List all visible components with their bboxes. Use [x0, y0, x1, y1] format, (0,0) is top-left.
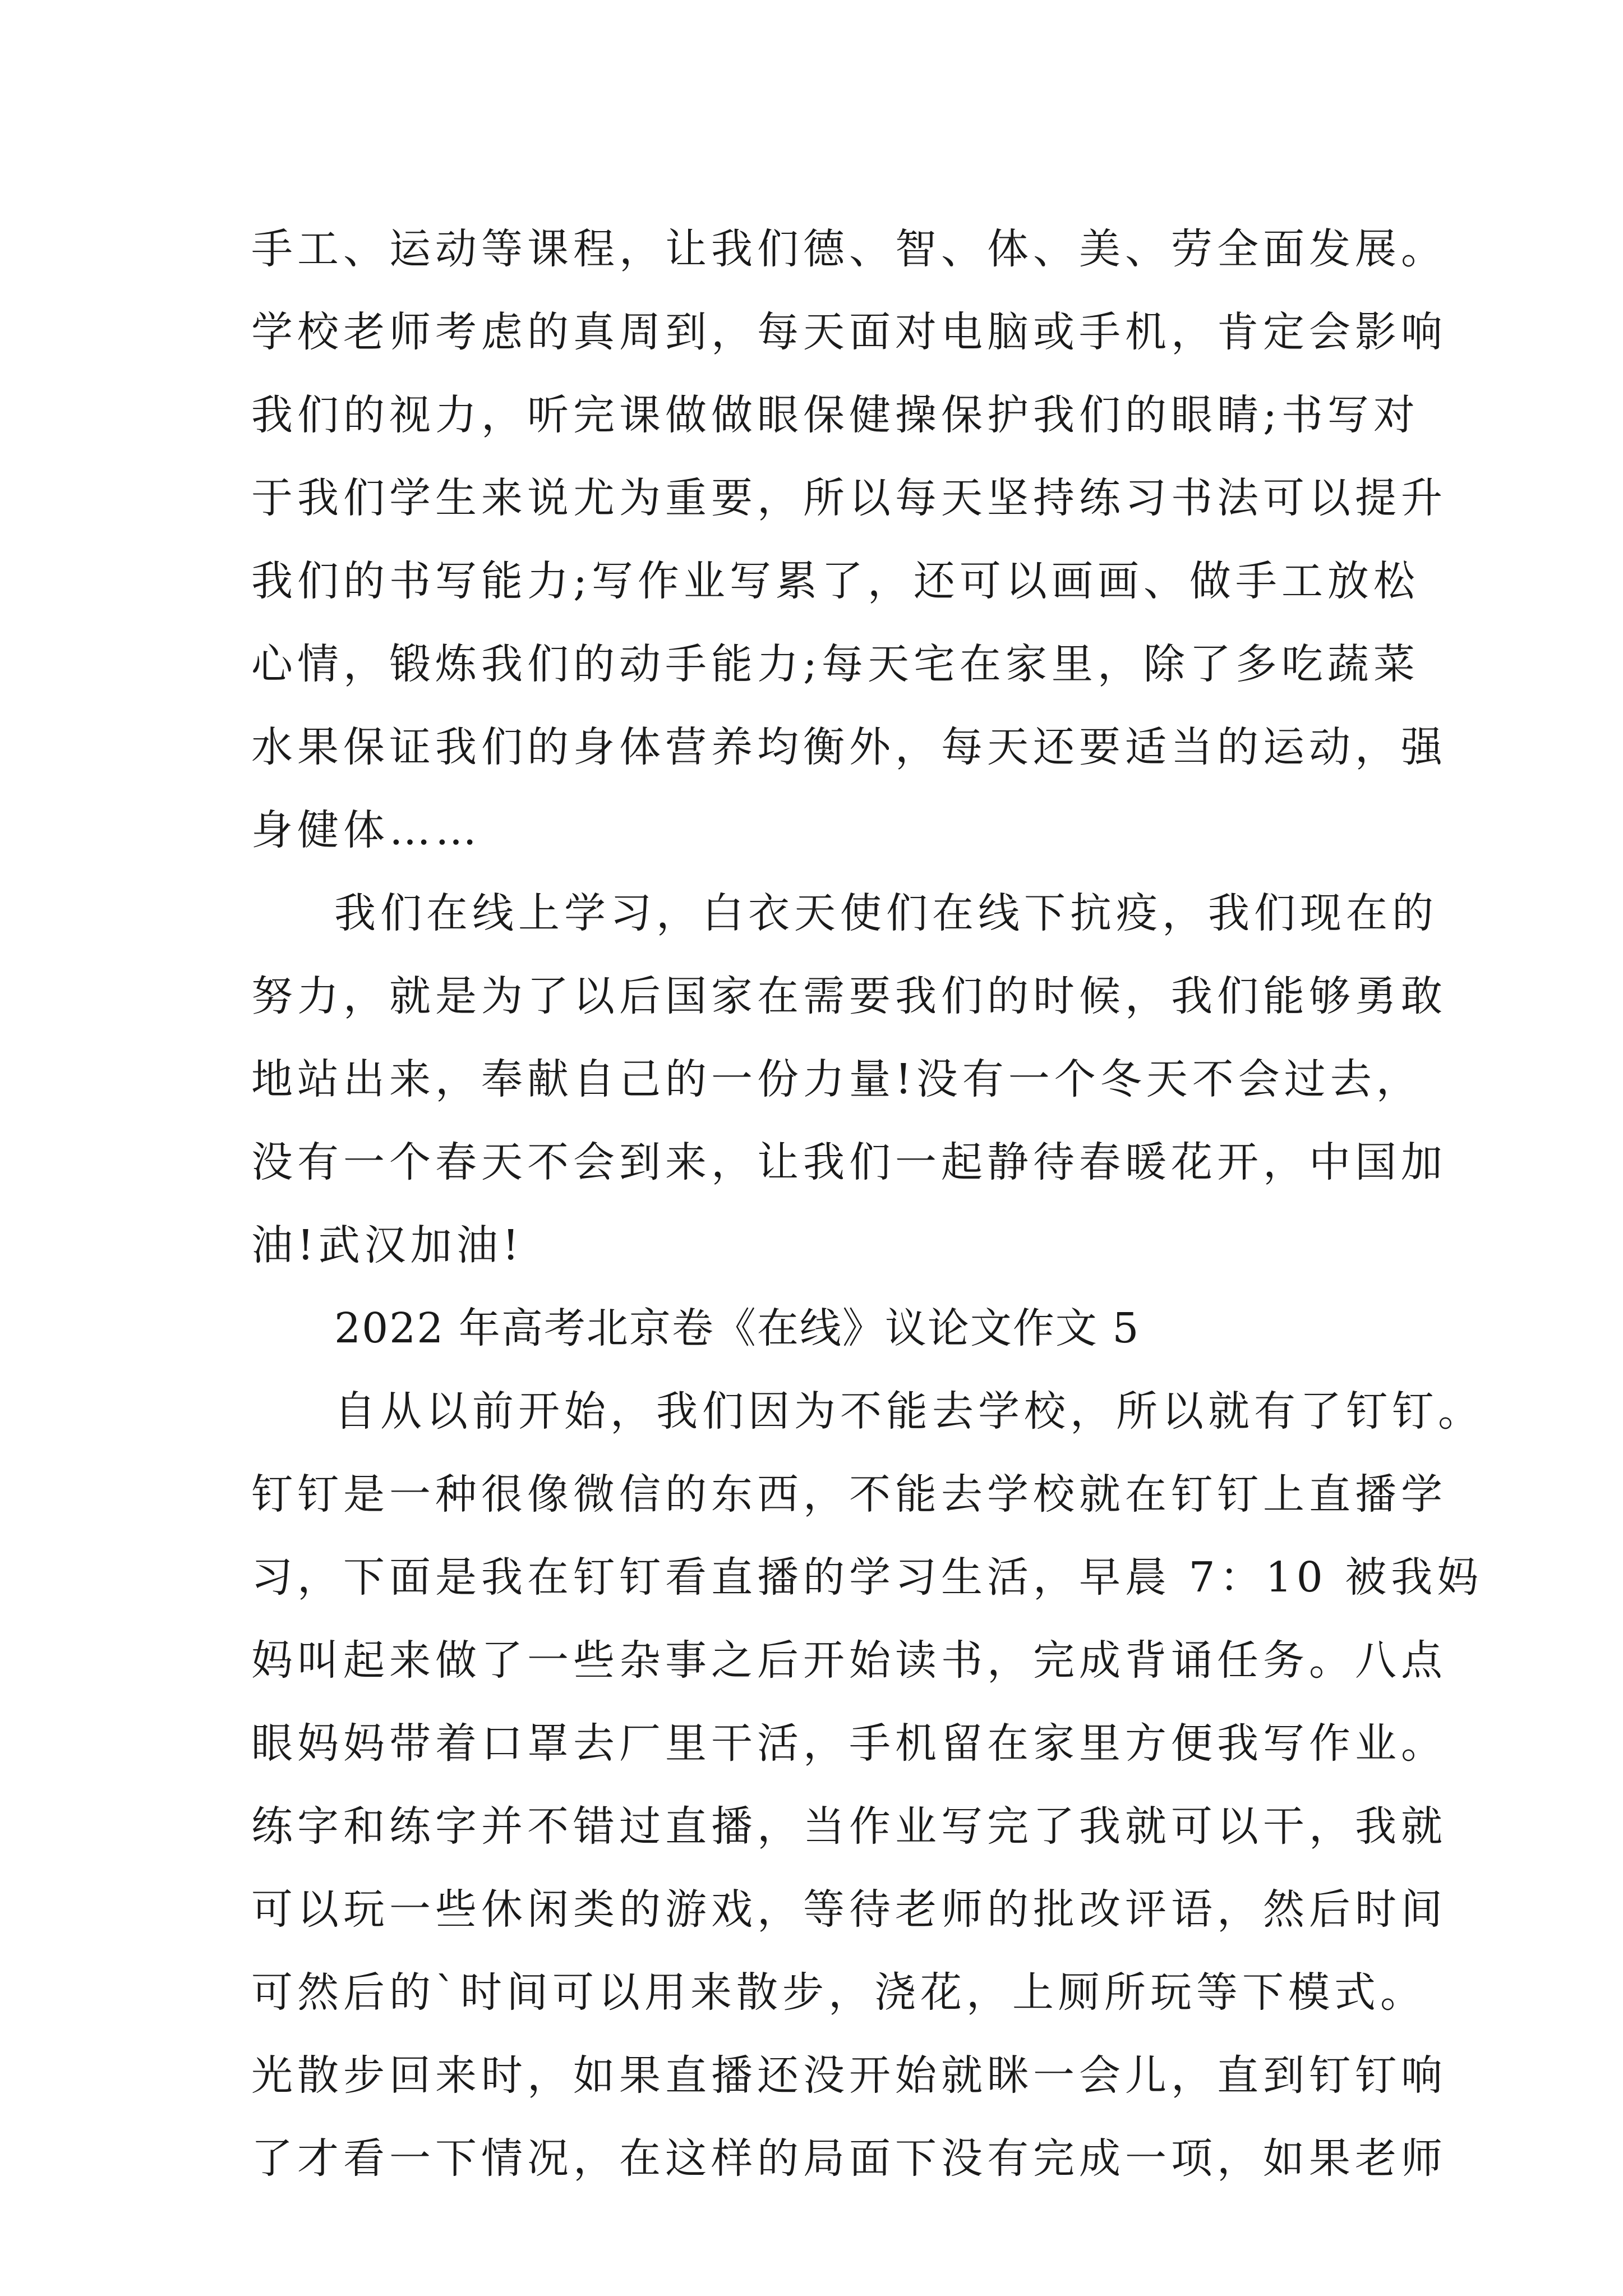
text-line: 心情，锻炼我们的动手能力;每天宅在家里，除了多吃蔬菜: [251, 640, 1419, 688]
text-line: 光散步回来时，如果直播还没开始就眯一会儿，直到钉钉响: [251, 2051, 1447, 2100]
text-line: 学校老师考虑的真周到，每天面对电脑或手机，肯定会影响: [251, 308, 1447, 356]
text-line: 我们在线上学习，白衣天使们在线下抗疫，我们现在的: [334, 889, 1438, 937]
text-line: 我们的视力，听完课做做眼保健操保护我们的眼睛;书写对: [251, 391, 1419, 439]
text-line: 地站出来，奉献自己的一份力量!没有一个冬天不会过去，: [251, 1055, 1422, 1103]
text-line: 手工、运动等课程，让我们德、智、体、美、劳全面发展。: [251, 225, 1447, 273]
text-line: 练字和练字并不错过直播，当作业写完了我就可以干，我就: [251, 1802, 1447, 1851]
text-line: 习，下面是我在钉钉看直播的学习生活，早晨 7：10 被我妈: [251, 1553, 1483, 1602]
paragraph: [251, 872, 1447, 1287]
text-line: 可以玩一些休闲类的游戏，等待老师的批改评语，然后时间: [251, 1885, 1447, 1934]
text-line: 自从以前开始，我们因为不能去学校，所以就有了钉钉。: [334, 1387, 1484, 1435]
text-line: 身健体……: [251, 806, 481, 854]
text-line: 我们的书写能力;写作业写累了，还可以画画、做手工放松: [251, 557, 1419, 605]
text-line: 水果保证我们的身体营养均衡外，每天还要适当的运动，强: [251, 723, 1447, 771]
text-line: 钉钉是一种很像微信的东西，不能去学校就在钉钉上直播学: [251, 1470, 1447, 1519]
text-line: 努力，就是为了以后国家在需要我们的时候，我们能够勇敢: [251, 972, 1447, 1020]
text-line: 于我们学生来说尤为重要，所以每天坚持练习书法可以提升: [251, 474, 1447, 522]
section-heading: 2022 年高考北京卷《在线》议论文作文 5: [334, 1304, 1140, 1352]
text-line: 了才看一下情况，在这样的局面下没有完成一项，如果老师: [251, 2134, 1447, 2183]
paragraph: [251, 1370, 1484, 2200]
text-line: 眼妈妈带着口罩去厂里干活，手机留在家里方便我写作业。: [251, 1719, 1447, 1768]
text-line: 没有一个春天不会到来，让我们一起静待春暖花开，中国加: [251, 1138, 1447, 1186]
text-line: 妈叫起来做了一些杂事之后开始读书，完成背诵任务。八点: [251, 1636, 1447, 1685]
document-body: [251, 208, 1484, 2200]
text-line: 油!武汉加油!: [251, 1221, 524, 1269]
paragraph: [251, 208, 1447, 872]
text-line: 可然后的`时间可以用来散步，浇花，上厕所玩等下模式。: [251, 1968, 1426, 2017]
